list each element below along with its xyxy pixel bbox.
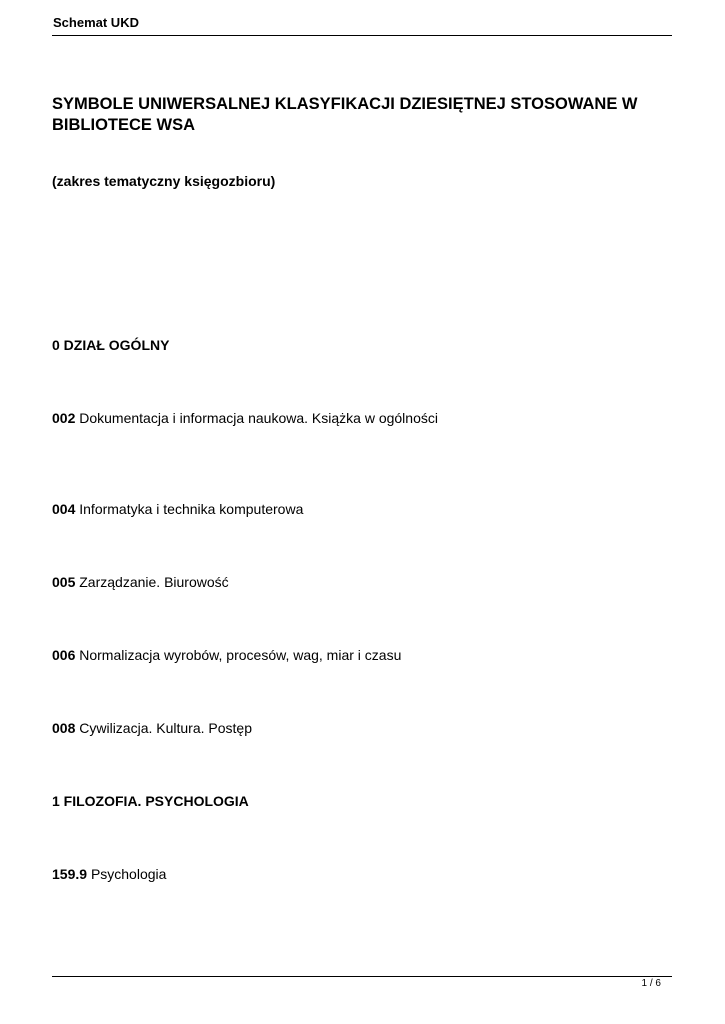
ukd-code: 159.9 — [52, 866, 88, 882]
running-header-title: Schemat UKD — [53, 15, 139, 30]
ukd-entry — [52, 573, 229, 591]
ukd-code: 005 — [52, 574, 76, 590]
ukd-entry — [52, 719, 252, 737]
ukd-entry — [52, 409, 438, 427]
ukd-entry — [52, 865, 166, 883]
section-heading-0: 0 DZIAŁ OGÓLNY — [52, 337, 170, 353]
header-divider — [52, 35, 672, 36]
ukd-code: 004 — [52, 501, 76, 517]
ukd-label: Informatyka i technika komputerowa — [79, 501, 304, 517]
ukd-label: Zarządzanie. Biurowość — [79, 574, 229, 590]
document-subtitle: (zakres tematyczny księgozbioru) — [52, 173, 276, 189]
document-title: SYMBOLE UNIWERSALNEJ KLASYFIKACJI DZIESIĘTNEJ STOSOWANE W BIBLIOTECE WSA — [52, 95, 638, 134]
ukd-label: Psychologia — [90, 866, 167, 882]
section-heading-1: 1 FILOZOFIA. PSYCHOLOGIA — [52, 793, 249, 809]
ukd-code: 008 — [52, 720, 76, 736]
ukd-label: Cywilizacja. Kultura. Postęp — [79, 720, 252, 736]
ukd-code: 002 — [52, 410, 76, 426]
ukd-entry — [52, 500, 303, 518]
ukd-entry — [52, 646, 401, 664]
ukd-label: Dokumentacja i informacja naukowa. Książka w ogólności — [79, 410, 438, 426]
ukd-label: Normalizacja wyrobów, procesów, wag, miar i czasu — [79, 647, 402, 663]
page-number: 1 / 6 — [641, 978, 661, 989]
ukd-code: 006 — [52, 647, 76, 663]
footer-divider — [52, 976, 672, 977]
